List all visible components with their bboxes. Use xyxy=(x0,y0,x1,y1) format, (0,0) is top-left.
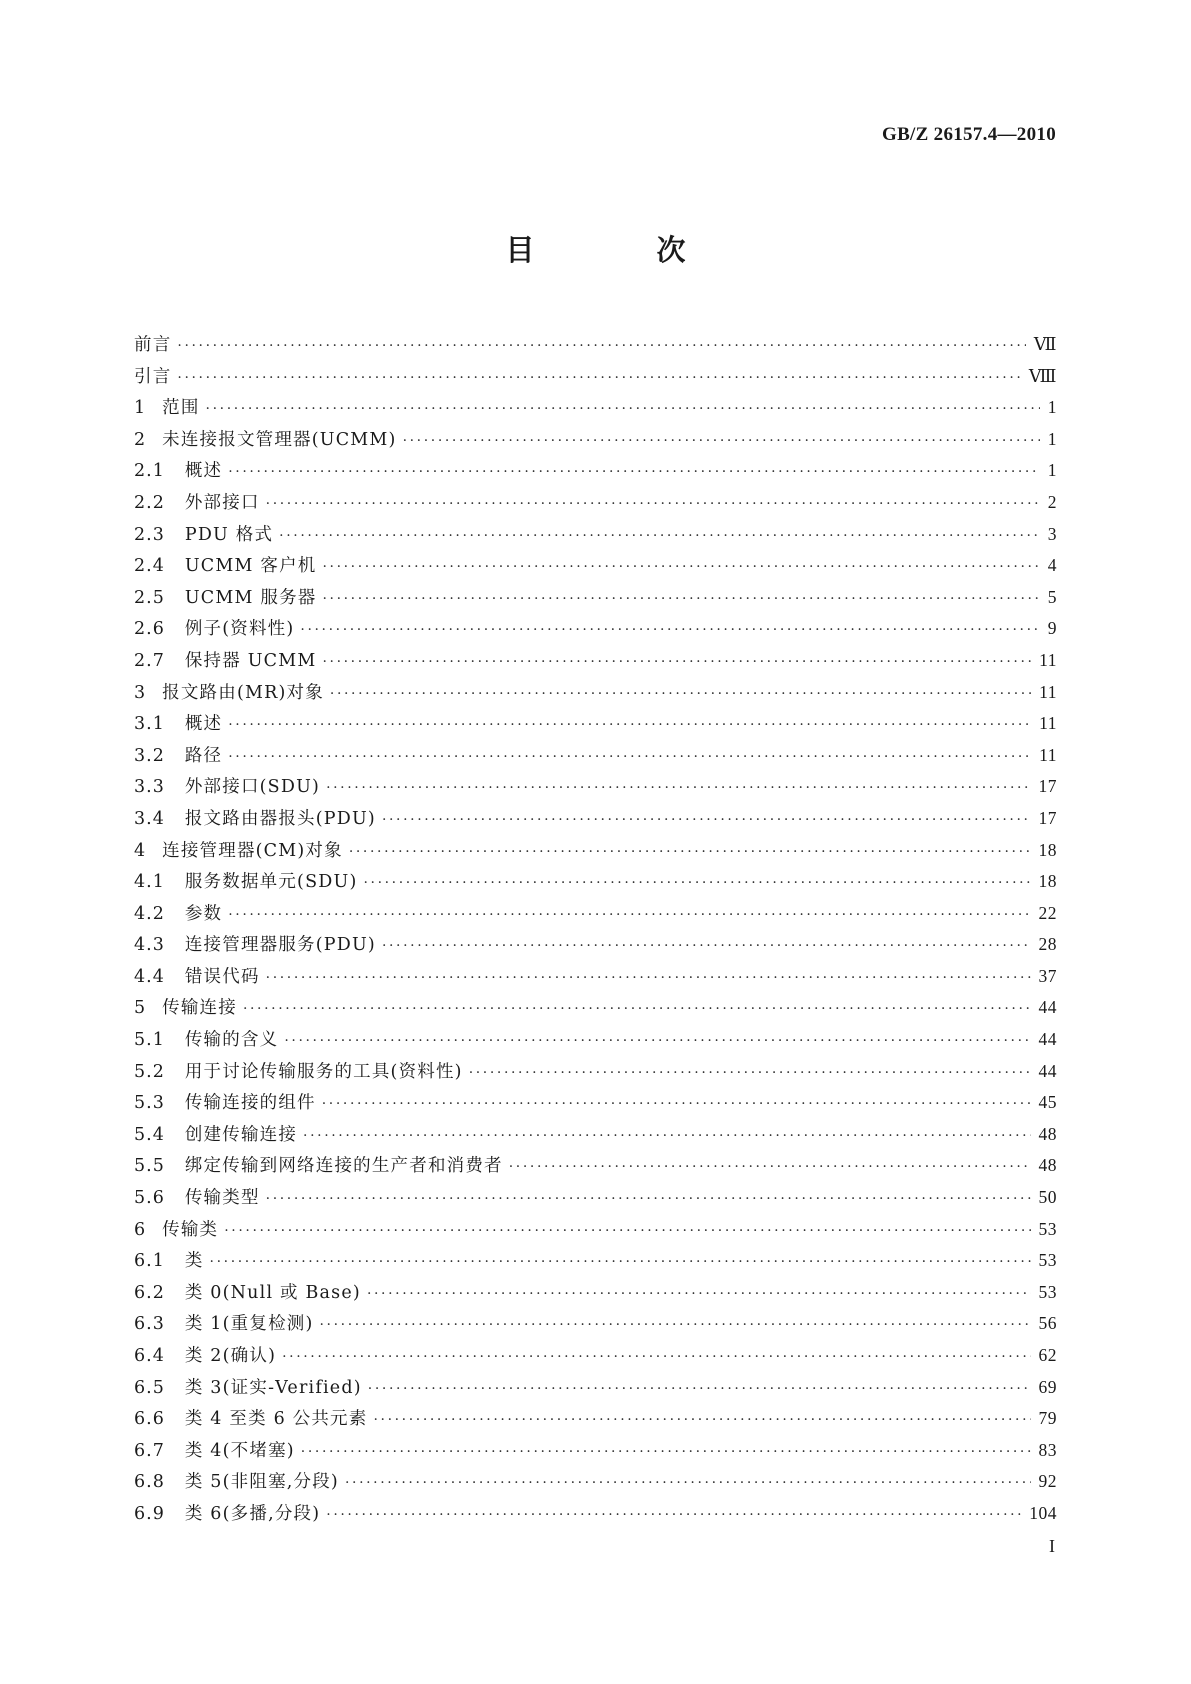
toc-entry-number: 4.1 xyxy=(134,872,165,893)
toc-entry-number: 4.2 xyxy=(134,903,165,924)
toc-entry-title: 传输的含义 xyxy=(184,1030,279,1051)
dot-leader xyxy=(322,584,1039,616)
toc-entry-page: 1 xyxy=(1047,428,1057,449)
dot-leader xyxy=(322,647,1031,679)
toc-entry[interactable] xyxy=(134,1435,1057,1467)
toc-entry-page: 4 xyxy=(1047,555,1057,576)
toc-entry-title: PDU 格式 xyxy=(184,524,274,545)
toc-entry-page: 50 xyxy=(1038,1187,1057,1208)
toc-entry-number: 6.4 xyxy=(134,1346,165,1366)
toc-entry[interactable] xyxy=(134,1403,1057,1435)
toc-entry[interactable] xyxy=(134,1277,1057,1309)
toc-entry-number: 2.7 xyxy=(134,650,165,671)
toc-entry-number: 6.2 xyxy=(134,1282,165,1303)
dot-leader xyxy=(206,394,1040,426)
dot-leader xyxy=(228,742,1031,774)
toc-entry[interactable] xyxy=(134,1466,1057,1498)
toc-entry[interactable] xyxy=(134,1340,1057,1372)
dot-leader xyxy=(228,457,1040,489)
toc-entry-number: 5.4 xyxy=(134,1124,165,1145)
toc-entry-number: 5.2 xyxy=(134,1061,165,1082)
dot-leader xyxy=(210,1247,1031,1279)
toc-entry-number: 5.6 xyxy=(134,1188,165,1209)
toc-entry-number: 3.3 xyxy=(134,777,165,798)
dot-leader xyxy=(345,1468,1031,1500)
dot-leader xyxy=(266,489,1040,521)
toc-entry-number: 2.6 xyxy=(134,619,165,640)
toc-entry[interactable] xyxy=(134,424,1057,456)
toc-entry-page: 11 xyxy=(1039,681,1057,702)
toc-entry[interactable] xyxy=(134,1150,1057,1182)
toc-entry-title: 绑定传输到网络连接的生产者和消费者 xyxy=(184,1156,503,1177)
dot-leader xyxy=(403,426,1040,458)
toc-entry[interactable] xyxy=(134,835,1057,867)
toc-entry-page: 83 xyxy=(1038,1439,1057,1460)
toc-entry-page: 11 xyxy=(1039,649,1057,670)
toc-entry[interactable] xyxy=(134,455,1057,487)
dot-leader xyxy=(326,773,1030,805)
toc-entry-title: 用于讨论传输服务的工具(资料性) xyxy=(184,1061,463,1082)
dot-leader xyxy=(303,1121,1030,1153)
toc-entry-page: 53 xyxy=(1038,1218,1057,1239)
toc-entry[interactable] xyxy=(134,961,1057,993)
toc-entry-title: 外部接口(SDU) xyxy=(184,777,321,798)
toc-entry-page: 37 xyxy=(1038,965,1057,986)
toc-entry-number: 4 xyxy=(134,840,147,861)
toc-entry-number: 3.1 xyxy=(134,714,165,735)
toc-entry-title: 服务数据单元(SDU) xyxy=(184,872,358,893)
toc-entry[interactable] xyxy=(134,329,1057,361)
toc-entry-number: 6.3 xyxy=(134,1314,165,1335)
toc-entry-title: 类 4 至类 6 公共元素 xyxy=(184,1409,368,1430)
toc-entry-title: 概述 xyxy=(184,461,223,482)
table-of-contents xyxy=(134,329,1057,1530)
toc-entry-title: 传输类 xyxy=(162,1219,219,1240)
dot-leader xyxy=(367,1279,1031,1311)
toc-entry-title: 类 4(不堵塞) xyxy=(184,1440,295,1461)
toc-entry[interactable] xyxy=(134,740,1057,772)
toc-entry-title: 连接管理器服务(PDU) xyxy=(184,935,376,956)
toc-entry-number: 5 xyxy=(134,998,147,1019)
dot-leader xyxy=(349,837,1031,869)
toc-entry-number: 2.2 xyxy=(134,492,165,513)
toc-entry[interactable] xyxy=(134,992,1057,1024)
toc-entry[interactable] xyxy=(134,550,1057,582)
toc-entry-title: 传输连接的组件 xyxy=(184,1093,316,1114)
toc-entry-number: 4.3 xyxy=(134,935,165,956)
dot-leader xyxy=(228,900,1030,932)
toc-entry-number: 1 xyxy=(134,398,147,419)
dot-leader xyxy=(469,1058,1031,1090)
page-title: 目 次 xyxy=(505,233,742,267)
toc-entry[interactable] xyxy=(134,898,1057,930)
toc-entry-title: 类 1(重复检测) xyxy=(184,1314,314,1335)
toc-entry-page: 17 xyxy=(1038,807,1057,828)
toc-entry-title: 保持器 UCMM xyxy=(184,650,317,671)
toc-entry[interactable] xyxy=(134,1498,1057,1530)
toc-entry-number: 2.3 xyxy=(134,524,165,545)
toc-entry-page: 22 xyxy=(1038,902,1057,923)
toc-entry-title: 概述 xyxy=(184,714,223,735)
toc-entry-title: 报文路由器报头(PDU) xyxy=(184,808,376,829)
toc-entry[interactable] xyxy=(134,803,1057,835)
dot-leader xyxy=(509,1152,1031,1184)
toc-entry-page: 53 xyxy=(1038,1250,1057,1271)
dot-leader xyxy=(224,1216,1030,1248)
toc-entry-title: 路径 xyxy=(184,745,223,766)
dot-leader xyxy=(177,363,1021,395)
toc-entry[interactable] xyxy=(134,613,1057,645)
toc-entry-page: 1 xyxy=(1047,397,1057,418)
toc-entry-page: 48 xyxy=(1038,1155,1057,1176)
dot-leader xyxy=(279,521,1040,553)
toc-entry-number: 4.4 xyxy=(134,966,165,987)
toc-entry[interactable] xyxy=(134,392,1057,424)
toc-entry-title: 类 0(Null 或 Base) xyxy=(184,1282,361,1303)
toc-entry[interactable] xyxy=(134,1372,1057,1404)
toc-entry-page: 28 xyxy=(1038,934,1057,955)
toc-entry-page: 44 xyxy=(1038,1060,1057,1081)
toc-entry-page: Ⅷ xyxy=(1028,365,1057,386)
toc-entry-number: 2.4 xyxy=(134,556,165,577)
dot-leader xyxy=(284,1026,1030,1058)
dot-leader xyxy=(368,1374,1031,1406)
dot-leader xyxy=(326,1500,1021,1532)
toc-entry-number: 6.7 xyxy=(134,1440,165,1461)
toc-entry-number: 6.5 xyxy=(134,1377,165,1398)
toc-entry[interactable] xyxy=(134,866,1057,898)
toc-entry-title: 类 xyxy=(184,1251,204,1272)
dot-leader xyxy=(177,331,1026,363)
toc-entry-number: 5.3 xyxy=(134,1093,165,1114)
toc-entry-number: 3.4 xyxy=(134,808,165,829)
dot-leader xyxy=(266,1184,1031,1216)
toc-entry-title: 错误代码 xyxy=(184,966,260,987)
dot-leader xyxy=(243,994,1031,1026)
toc-entry-title: UCMM 服务器 xyxy=(184,587,317,608)
toc-entry-title: UCMM 客户机 xyxy=(184,556,317,577)
dot-leader xyxy=(373,1405,1030,1437)
toc-entry-page: 48 xyxy=(1038,1123,1057,1144)
toc-entry-number: 6.6 xyxy=(134,1409,165,1430)
toc-entry-number: 3.2 xyxy=(134,745,165,766)
toc-entry-title: 前言 xyxy=(134,335,172,355)
toc-entry-number: 6 xyxy=(134,1219,147,1240)
dot-leader xyxy=(363,868,1030,900)
toc-entry-page: 2 xyxy=(1047,491,1057,512)
toc-entry[interactable] xyxy=(134,677,1057,709)
toc-entry-number: 2 xyxy=(134,429,147,450)
toc-entry-page: 3 xyxy=(1047,523,1057,544)
toc-entry[interactable] xyxy=(134,1182,1057,1214)
toc-entry-page: 17 xyxy=(1038,776,1057,797)
toc-entry-number: 3 xyxy=(134,682,147,703)
toc-entry-title: 类 6(多播,分段) xyxy=(184,1503,321,1524)
toc-entry-title: 传输连接 xyxy=(162,998,237,1019)
document-code: GB/Z 26157.4—2010 xyxy=(881,124,1056,145)
toc-entry-page: 11 xyxy=(1039,744,1057,765)
toc-entry-title: 例子(资料性) xyxy=(184,619,295,640)
toc-entry-title: 连接管理器(CM)对象 xyxy=(162,840,343,861)
toc-entry-number: 2.5 xyxy=(134,587,165,608)
toc-entry-title: 传输类型 xyxy=(184,1188,260,1209)
toc-entry-title: 范围 xyxy=(162,398,200,419)
toc-entry[interactable] xyxy=(134,708,1057,740)
dot-leader xyxy=(266,963,1031,995)
dot-leader xyxy=(300,615,1039,647)
toc-entry[interactable] xyxy=(134,487,1057,519)
toc-entry[interactable] xyxy=(134,929,1057,961)
toc-entry-page: 53 xyxy=(1038,1281,1057,1302)
toc-entry-number: 2.1 xyxy=(134,461,165,482)
toc-entry[interactable] xyxy=(134,1119,1057,1151)
toc-entry[interactable] xyxy=(134,1214,1057,1246)
toc-entry[interactable] xyxy=(134,771,1057,803)
toc-entry-page: 5 xyxy=(1047,586,1057,607)
toc-entry-title: 类 3(证实-Verified) xyxy=(184,1377,362,1398)
toc-entry[interactable] xyxy=(134,1308,1057,1340)
toc-entry-page: 79 xyxy=(1038,1408,1057,1429)
toc-entry-page: Ⅶ xyxy=(1033,334,1057,354)
dot-leader xyxy=(282,1342,1030,1374)
toc-entry[interactable] xyxy=(134,645,1057,677)
toc-entry-page: 11 xyxy=(1039,713,1057,734)
dot-leader xyxy=(330,679,1031,711)
dot-leader xyxy=(382,931,1031,963)
dot-leader xyxy=(322,1089,1031,1121)
toc-entry-title: 参数 xyxy=(184,903,223,924)
toc-entry-page: 44 xyxy=(1038,1029,1057,1050)
toc-entry-title: 类 2(确认) xyxy=(184,1346,277,1366)
toc-entry-title: 引言 xyxy=(134,366,172,387)
dot-leader xyxy=(228,710,1031,742)
toc-entry-title: 类 5(非阻塞,分段) xyxy=(184,1472,339,1493)
toc-entry-page: 18 xyxy=(1038,871,1057,892)
page-number: I xyxy=(1049,1536,1055,1556)
dot-leader xyxy=(322,552,1039,584)
toc-entry-page: 104 xyxy=(1029,1502,1057,1523)
toc-entry[interactable] xyxy=(134,1245,1057,1277)
toc-entry-page: 18 xyxy=(1038,839,1057,860)
toc-entry-number: 6.9 xyxy=(134,1503,165,1524)
toc-entry-title: 未连接报文管理器(UCMM) xyxy=(162,429,397,450)
toc-entry-number: 5.1 xyxy=(134,1030,165,1051)
toc-entry[interactable] xyxy=(134,519,1057,551)
toc-entry[interactable] xyxy=(134,361,1057,393)
dot-leader xyxy=(382,805,1031,837)
toc-entry[interactable] xyxy=(134,1087,1057,1119)
toc-entry-number: 6.8 xyxy=(134,1472,165,1493)
toc-entry-number: 5.5 xyxy=(134,1156,165,1177)
toc-entry-page: 56 xyxy=(1038,1313,1057,1334)
dot-leader xyxy=(320,1310,1031,1342)
toc-entry[interactable] xyxy=(134,582,1057,614)
dot-leader xyxy=(301,1437,1031,1469)
toc-entry-page: 69 xyxy=(1038,1376,1057,1397)
toc-entry-page: 44 xyxy=(1038,997,1057,1018)
toc-entry-number: 6.1 xyxy=(134,1251,165,1272)
toc-entry-page: 62 xyxy=(1038,1345,1057,1365)
toc-entry[interactable] xyxy=(134,1056,1057,1088)
toc-entry-page: 9 xyxy=(1047,618,1057,639)
toc-entry-title: 外部接口 xyxy=(184,492,260,513)
toc-entry-title: 创建传输连接 xyxy=(184,1124,298,1145)
toc-entry[interactable] xyxy=(134,1024,1057,1056)
toc-entry-page: 92 xyxy=(1038,1471,1057,1492)
toc-entry-page: 1 xyxy=(1047,460,1057,481)
toc-entry-page: 45 xyxy=(1038,1092,1057,1113)
toc-entry-title: 报文路由(MR)对象 xyxy=(162,682,324,703)
